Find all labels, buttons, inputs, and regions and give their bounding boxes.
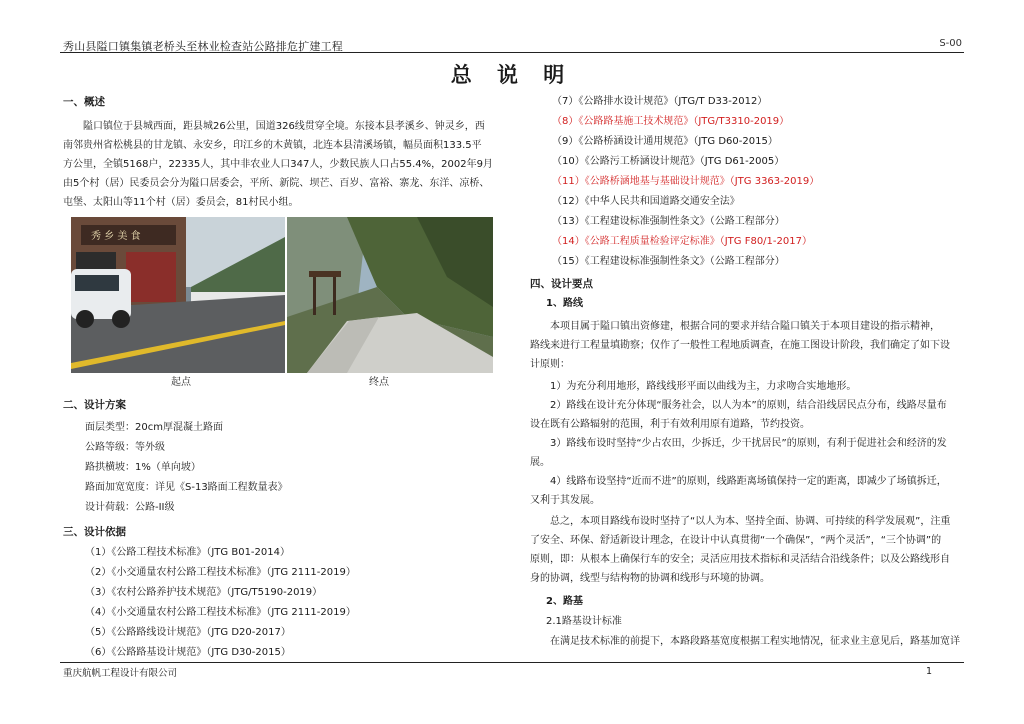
principle-line: 2）路线在设计充分体现“服务社会，以人为本”的原则，结合沿线居民点分布，线路尽量布: [550, 400, 947, 411]
design-basis-list: [63, 543, 491, 663]
principle-line: 又利于其发展。: [530, 495, 600, 506]
principle-line: 4）线路布设坚持“近而不进”的原则，线路距离场镇保持一定的距离，即减少了场镇拆迁，: [550, 476, 947, 487]
standard-item-highlighted: （14）《公路工程质量检验评定标准》（JTG F80/1-2017）: [552, 236, 812, 247]
left-column: [63, 94, 491, 663]
site-photos: [63, 217, 491, 373]
overview-line: 南邻贵州省松桃县的甘龙镇、永安乡，印江乡的木黄镇，北连本县清溪场镇，幅员面积133.5平: [63, 140, 482, 151]
standard-item: （6）《公路路基设计规范》（JTG D30-2015）: [85, 647, 291, 658]
subgrade-line: 在满足技术标准的前提下，本路段路基宽度根据工程实地情况，征求业主意见后，路基加宽详: [550, 636, 960, 647]
right-column: [530, 92, 982, 652]
summary-paragraph: [530, 512, 982, 588]
route-paragraph: [530, 317, 982, 374]
drawing-code: S-00: [939, 38, 962, 49]
overview-line: 隘口镇位于县城西面，距县城26公里，国道326线贯穿全境。东接本县孝溪乡、钟灵乡，西: [83, 121, 485, 132]
page-number: 1: [925, 666, 932, 677]
project-title: 秀山县隘口镇集镇老桥头至林业检查站公路排危扩建工程: [63, 40, 343, 53]
summary-line: 身的协调，线型与结构物的协调和线形与环境的协调。: [530, 573, 770, 584]
summary-line: 原则，即：从根本上确保行车的安全；灵活应用技术指标和灵活结合沿线条件；以及公路线形自: [530, 554, 950, 565]
subheading-route: 1、路线: [546, 298, 583, 309]
principle-line: 展。: [530, 457, 550, 468]
company-name: 重庆航帆工程设计有限公司: [63, 668, 178, 679]
summary-line: 了安全、环保、舒适新设计理念，在设计中认真贯彻“一个确保”，“两个灵活”，“三个协调”的: [530, 535, 942, 546]
summary-line: 总之，本项目路线布设时坚持了“以人为本、坚持全面、协调、可持续的科学发展观”，注重: [550, 516, 951, 527]
standard-item: （7）《公路排水设计规范》（JTG/T D33-2012）: [552, 96, 768, 107]
design-plan-item: 面层类型：20cm厚混凝土路面: [85, 422, 223, 433]
section-heading-design-plan: 二、设计方案: [63, 399, 126, 411]
route-line: 本项目属于隘口镇出资修建，根据合同的要求并结合隘口镇关于本项目建设的指示精神，: [550, 321, 940, 332]
standard-item: （1）《公路工程技术标准》（JTG B01-2014）: [85, 547, 290, 558]
standard-item-highlighted: （11）《公路桥涵地基与基础设计规范》（JTG 3363-2019）: [552, 176, 820, 187]
design-plan-item: 路拱横坡：1%（单向坡）: [85, 462, 201, 473]
end-point-photo: [287, 217, 493, 373]
route-line: 路线来进行工程量填勘察；仅作了一般性工程地质调查，在施工图设计阶段，我们确定了如下设: [530, 340, 950, 351]
principles-list: [530, 377, 982, 510]
subheading-subgrade: 2、路基: [546, 596, 583, 607]
principle-line: 设在既有公路辐射的范围，利于有效利用原有道路，节约投资。: [530, 419, 810, 430]
overview-line: 屯堡、太阳山等11个村（居）委员会，81村民小组。: [63, 197, 299, 208]
start-point-photo: [71, 217, 285, 373]
design-plan-list: [63, 418, 491, 518]
subheading-subgrade-standard: 2.1路基设计标准: [546, 616, 622, 627]
section-heading-overview: 一、概述: [63, 96, 105, 108]
standard-item: （4）《小交通量农村公路工程技术标准》（JTG 2111-2019）: [85, 607, 356, 618]
design-basis-list-continued: [530, 92, 982, 272]
standard-item: （5）《公路路线设计规范》（JTG D20-2017）: [85, 627, 291, 638]
standard-item: （2）《小交通量农村公路工程技术标准》（JTG 2111-2019）: [85, 567, 356, 578]
standard-item: （10）《公路污工桥涵设计规范》（JTG D61-2005）: [552, 156, 785, 167]
design-plan-item: 设计荷载：公路-II级: [85, 502, 175, 513]
principle-line: 3）路线布设时坚持“少占农田，少拆迁，少干扰居民”的原则，有利于促进社会和经济的发: [550, 438, 947, 449]
end-point-caption: 终点: [369, 377, 389, 388]
overview-paragraph: [63, 117, 491, 212]
page-title: 总 说 明: [450, 63, 574, 87]
overview-line: 方公里，全镇5168户，22335人，其中非农业人口347人，少数民族人口占55.4%，2002年9月: [63, 159, 493, 170]
overview-line: 由5个村（居）民委员会分为隘口居委会，平所、新院、坝芒、百岁、富裕、寨龙、东洋、凉桥、: [63, 178, 490, 189]
standard-item: （12）《中华人民共和国道路交通安全法》: [552, 196, 740, 207]
section-heading-design-basis: 三、设计依据: [63, 526, 126, 538]
design-plan-item: 公路等级：等外级: [85, 442, 165, 453]
standard-item: （9）《公路桥涵设计通用规范》（JTG D60-2015）: [552, 136, 778, 147]
route-line: 计原则：: [530, 359, 570, 370]
standard-item: （15）《工程建设标准强制性条文》（公路工程部分）: [552, 256, 785, 267]
design-plan-item: 路面加宽宽度：详见《S-13路面工程数量表》: [85, 482, 288, 493]
principle-line: 1）为充分利用地形，路线线形平面以曲线为主，力求吻合实地地形。: [550, 381, 857, 392]
section-heading-design-points: 四、设计要点: [530, 278, 593, 290]
standard-item-highlighted: （8）《公路路基施工技术规范》（JTG/T3310-2019）: [552, 116, 790, 127]
standard-item: （13）《工程建设标准强制性条文》（公路工程部分）: [552, 216, 785, 227]
footer-rule: [60, 662, 964, 663]
header-rule: [60, 52, 964, 53]
standard-item: （3）《农村公路养护技术规范》（JTG/T5190-2019）: [85, 587, 323, 598]
svg-text:秀 乡 美 食: 秀 乡 美 食: [91, 231, 141, 242]
photo-captions: [63, 373, 491, 393]
start-point-caption: 起点: [171, 377, 191, 388]
